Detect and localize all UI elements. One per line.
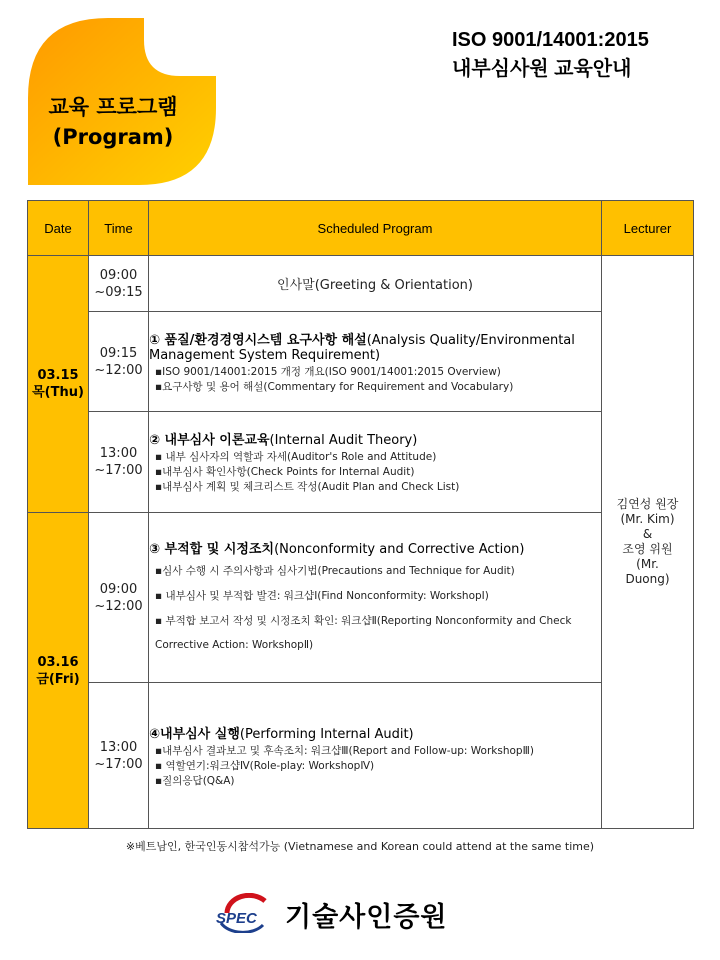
table-header-row bbox=[28, 201, 694, 256]
date-cell-day1 bbox=[28, 256, 89, 513]
time-end: ~12:00 bbox=[94, 598, 143, 614]
page-title bbox=[452, 26, 649, 84]
program-cell bbox=[149, 412, 602, 513]
program-cell bbox=[149, 683, 602, 829]
header-date: Date bbox=[28, 201, 89, 256]
lecturer-line1: 김연성 원장 bbox=[616, 497, 679, 511]
header-lecturer: Lecturer bbox=[602, 201, 694, 256]
lecturer-line6: Duong) bbox=[625, 572, 670, 586]
program-bullet: ▪내부심사 계획 및 체크리스트 작성(Audit Plan and Check List) bbox=[155, 481, 460, 493]
spec-logo-icon bbox=[213, 893, 271, 933]
time-start: 09:15 bbox=[99, 345, 138, 361]
table-row bbox=[28, 683, 694, 829]
program-title-rest: (Internal Audit Theory) bbox=[269, 433, 418, 448]
time-start: 13:00 bbox=[99, 446, 138, 461]
attendance-note: ※베트남인, 한국인동시참석가능 (Vietnamese and Korean could attend at the same time) bbox=[125, 840, 595, 853]
table-row bbox=[28, 412, 694, 513]
lecturer-line4: 조영 위원 bbox=[622, 542, 673, 556]
program-bullet: ▪ 내부 심사자의 역할과 자세(Auditor's Role and Attitude) bbox=[155, 451, 437, 463]
program-title bbox=[149, 429, 601, 448]
program-bullet: ▪내부심사 확인사항(Check Points for Internal Audit) bbox=[155, 466, 415, 478]
time-end: ~17:00 bbox=[94, 756, 143, 772]
program-title bbox=[149, 329, 601, 363]
schedule-table bbox=[27, 200, 694, 829]
title-line-1: ISO 9001/14001:2015 bbox=[452, 29, 649, 51]
time-cell bbox=[89, 513, 149, 683]
program-bullet: ▪ 내부심사 및 부적합 발견: 워크샵Ⅰ(Find Nonconformity: WorkshopⅠ) bbox=[155, 589, 489, 602]
header-time: Time bbox=[89, 201, 149, 256]
table-row bbox=[28, 256, 694, 312]
program-bullet: ▪ 역할연기:워크샵Ⅳ(Role-play: WorkshopⅣ) bbox=[155, 759, 375, 772]
program-cell bbox=[149, 513, 602, 683]
program-cell bbox=[149, 256, 602, 312]
program-cell bbox=[149, 312, 602, 412]
program-title bbox=[149, 723, 601, 742]
date-day2-line1: 03.16 bbox=[37, 654, 79, 670]
program-bullet: ▪내부심사 결과보고 및 후속조치: 워크샵Ⅲ(Report and Follow-up: WorkshopⅢ) bbox=[155, 744, 534, 757]
time-end: ~12:00 bbox=[94, 362, 143, 378]
program-title-rest: (Nonconformity and Corrective Action) bbox=[274, 541, 525, 557]
program-bullet: ▪심사 수행 시 주의사항과 심사기법(Precautions and Technique for Audit) bbox=[155, 564, 515, 577]
program-title-bold: ② 내부심사 이론교육 bbox=[149, 433, 270, 448]
program-bullet: ▪요구사항 및 용어 해설(Commentary for Requirement and Vocabulary) bbox=[155, 380, 514, 393]
time-start: 09:00 bbox=[99, 267, 138, 283]
time-cell bbox=[89, 312, 149, 412]
time-start: 13:00 bbox=[99, 739, 138, 755]
time-cell bbox=[89, 412, 149, 513]
program-title: 인사말(Greeting & Orientation) bbox=[277, 278, 473, 293]
time-end: ~09:15 bbox=[94, 284, 143, 300]
badge-line-2: (Program) bbox=[52, 125, 174, 149]
time-start: 09:00 bbox=[99, 581, 138, 597]
badge-line-1: 교육 프로그램 bbox=[48, 95, 178, 119]
lecturer-line2: (Mr. Kim) bbox=[620, 512, 675, 526]
program-title-bold: ③ 부적합 및 시정조치 bbox=[149, 541, 275, 557]
date-day2-line2: 금(Fri) bbox=[36, 671, 80, 687]
program-title-rest: (Analysis Quality/Environmental Management System Requirement) bbox=[149, 332, 575, 363]
title-line-2: 내부심사원 교육안내 bbox=[452, 58, 632, 80]
program-title-rest: (Performing Internal Audit) bbox=[239, 726, 414, 742]
date-day1-line2: 목(Thu) bbox=[32, 385, 84, 400]
table-row bbox=[28, 312, 694, 412]
program-title-bold: ① 품질/환경경영시스템 요구사항 해설 bbox=[149, 332, 367, 348]
program-badge-label bbox=[28, 92, 198, 152]
time-cell bbox=[89, 256, 149, 312]
program-bullet: ▪질의응답(Q&A) bbox=[155, 774, 235, 787]
lecturer-cell bbox=[602, 256, 694, 829]
program-bullet: ▪ 부적합 보고서 작성 및 시정조치 확인: 워크샵Ⅱ(Reporting Nonconformity and Check Corrective Action: WorkshopⅡ) bbox=[155, 614, 572, 651]
program-title-bold: ④내부심사 실행 bbox=[149, 726, 240, 742]
table-row bbox=[28, 513, 694, 683]
logo-mark-text: SPEC bbox=[216, 910, 257, 927]
lecturer-line3: & bbox=[642, 527, 653, 541]
header-program: Scheduled Program bbox=[149, 201, 602, 256]
program-title bbox=[149, 538, 601, 557]
program-bullet: ▪ISO 9001/14001:2015 개정 개요(ISO 9001/14001:2015 Overview) bbox=[155, 365, 501, 378]
date-day1-line1: 03.15 bbox=[37, 368, 79, 383]
date-cell-day2 bbox=[28, 513, 89, 829]
time-end: ~17:00 bbox=[94, 463, 143, 478]
logo-company-name: 기술사인증원 bbox=[285, 902, 448, 933]
lecturer-line5: (Mr. bbox=[636, 557, 659, 571]
time-cell bbox=[89, 683, 149, 829]
